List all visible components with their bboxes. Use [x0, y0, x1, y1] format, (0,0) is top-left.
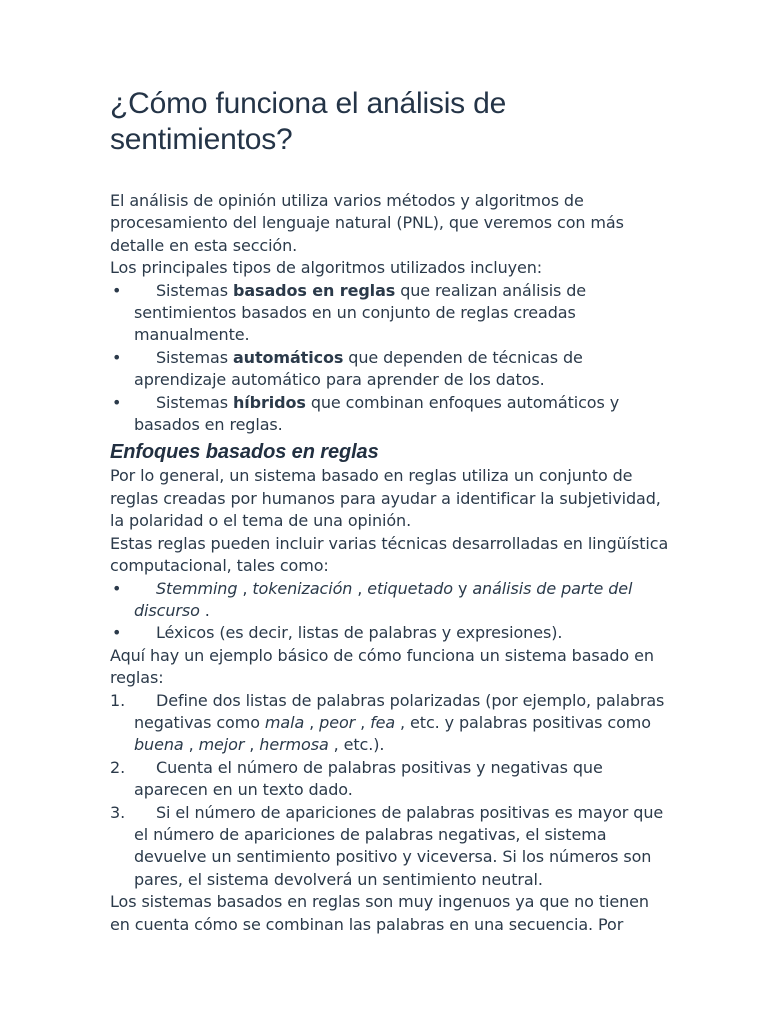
item-emphasis: automáticos	[232, 347, 344, 367]
item-text: que dependen de técnicas de aprendizaje automático para aprender de los datos.	[134, 347, 583, 390]
item-text: Léxicos (es decir, listas de palabras y expresiones).	[156, 623, 563, 643]
example-lead: Aquí hay un ejemplo básico de cómo funciona un sistema basado en reglas:	[110, 645, 654, 688]
technique-term: etiquetado	[367, 578, 453, 598]
document-page	[110, 86, 670, 936]
technique-term: análisis de parte del discurso	[134, 578, 633, 620]
positive-word: buena	[134, 735, 184, 755]
item-text: que combinan enfoques automáticos y basados en reglas.	[134, 392, 620, 435]
list-item	[110, 690, 670, 757]
item-text: Sistemas	[156, 347, 233, 367]
separator: y	[453, 578, 473, 598]
closing-paragraph: Los sistemas basados en reglas son muy ingenuos ya que no tienen en cuenta cómo se combinan las palabras en una secuencia. Por	[110, 892, 649, 934]
list-item	[110, 802, 670, 892]
bullet-icon: •	[112, 392, 122, 412]
step-number: 3.	[110, 802, 126, 822]
bullet-icon: •	[112, 280, 122, 300]
intro-paragraph: El análisis de opinión utiliza varios métodos y algoritmos de procesamiento del lenguaje natural (PNL), que veremos con más detalle en esta sección.	[110, 191, 624, 255]
negative-word: mala	[264, 712, 305, 732]
intro-types-lead: Los principales tipos de algoritmos utilizados incluyen:	[110, 258, 543, 278]
item-text: , etc. y palabras positivas como	[395, 712, 651, 732]
negative-word: peor	[319, 712, 356, 732]
algorithm-types-list	[110, 280, 670, 437]
techniques-lead: Estas reglas pueden incluir varias técnicas desarrolladas en lingüística computacional, tales como:	[110, 533, 669, 576]
list-item	[110, 622, 670, 644]
positive-word: hermosa	[259, 735, 329, 755]
rules-paragraph: Por lo general, un sistema basado en reglas utiliza un conjunto de reglas creadas por humanos para ayudar a identificar la subjetividad, la polaridad o el tema de una opinión.	[110, 466, 661, 531]
bullet-icon: •	[112, 623, 122, 643]
technique-term: Stemming	[156, 578, 238, 598]
item-text: Si el número de apariciones de palabras positivas es mayor que el número de apariciones de palabras negativas, el sistema devuelve un sentimiento positivo y viceversa. Si los números son pares, el sistema devolverá un sentimiento neutral.	[134, 802, 664, 889]
item-text: , etc.).	[328, 735, 385, 755]
bullet-icon: •	[112, 347, 122, 367]
separator: .	[199, 600, 210, 620]
item-text: Cuenta el número de palabras positivas y negativas que aparecen en un texto dado.	[134, 757, 603, 800]
item-text: que realizan análisis de sentimientos basados en un conjunto de reglas creadas manualmente.	[134, 280, 587, 345]
technique-term: tokenización	[252, 578, 353, 598]
separator: ,	[244, 735, 260, 755]
item-text: Sistemas	[156, 280, 233, 300]
step-number: 1.	[110, 690, 126, 710]
list-item	[110, 757, 670, 802]
separator: ,	[237, 578, 253, 598]
item-emphasis: basados en reglas	[232, 280, 396, 300]
steps-list	[110, 690, 670, 892]
page-title: ¿Cómo funciona el análisis de sentimientos?	[110, 87, 507, 156]
separator: ,	[183, 735, 199, 755]
separator: ,	[304, 712, 320, 732]
separator: ,	[352, 578, 368, 598]
item-text: Define dos listas de palabras polarizadas (por ejemplo, palabras negativas como	[134, 690, 665, 732]
list-item	[110, 578, 670, 623]
separator: ,	[355, 712, 371, 732]
item-emphasis: híbridos	[232, 392, 306, 412]
item-text: Sistemas	[156, 392, 233, 412]
list-item	[110, 392, 670, 437]
positive-word: mejor	[198, 735, 245, 755]
list-item	[110, 347, 670, 392]
section-heading: Enfoques basados en reglas	[110, 441, 379, 464]
list-item	[110, 280, 670, 347]
negative-word: fea	[370, 712, 396, 732]
techniques-list	[110, 578, 670, 645]
step-number: 2.	[110, 757, 126, 777]
bullet-icon: •	[112, 578, 122, 598]
